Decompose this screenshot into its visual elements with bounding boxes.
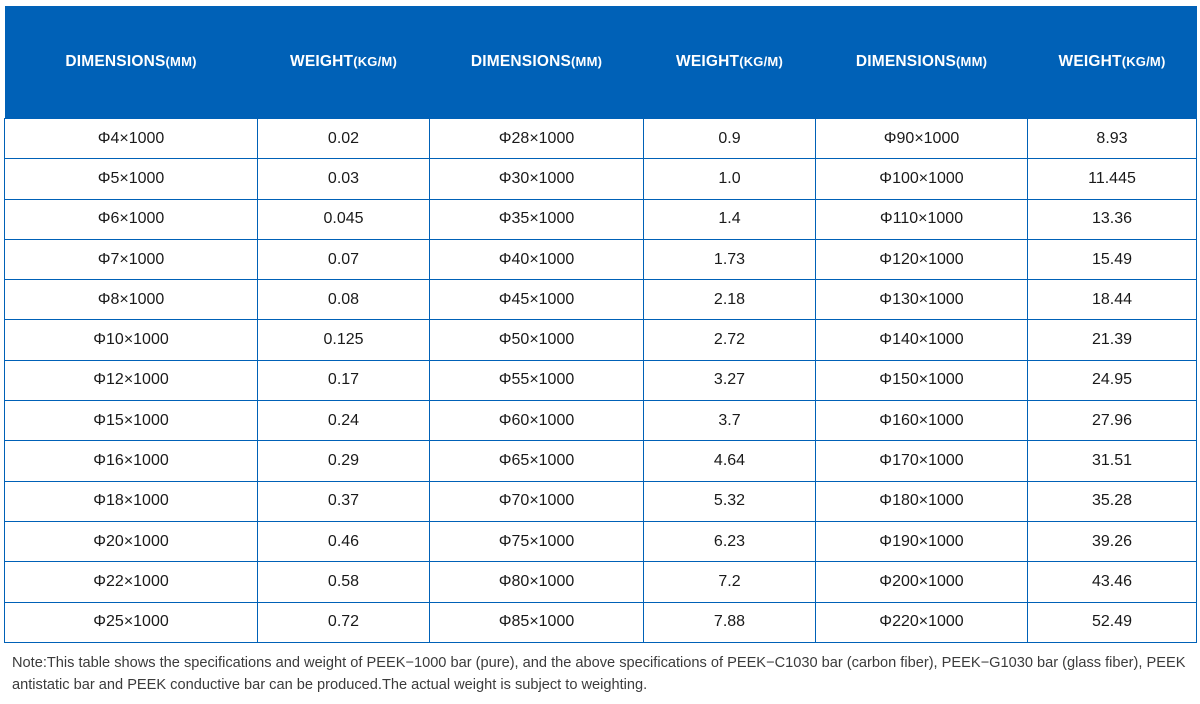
table-cell: 0.08	[258, 280, 430, 320]
table-cell: Φ4×1000	[5, 119, 258, 159]
table-row	[5, 401, 1197, 441]
table-row	[5, 562, 1197, 602]
column-header-unit: (MM)	[165, 54, 197, 69]
table-cell: 0.72	[258, 602, 430, 642]
table-cell: 7.88	[644, 602, 816, 642]
table-row	[5, 159, 1197, 199]
table-cell: 1.4	[644, 199, 816, 239]
table-row	[5, 602, 1197, 642]
table-cell: 21.39	[1028, 320, 1197, 360]
table-cell: Φ18×1000	[5, 481, 258, 521]
table-cell: 0.24	[258, 401, 430, 441]
table-cell: Φ80×1000	[430, 562, 644, 602]
table-cell: Φ100×1000	[816, 159, 1028, 199]
table-cell: 0.07	[258, 239, 430, 279]
table-cell: 43.46	[1028, 562, 1197, 602]
column-header-weight-2	[644, 6, 816, 119]
table-cell: 0.37	[258, 481, 430, 521]
table-cell: Φ170×1000	[816, 441, 1028, 481]
table-row	[5, 280, 1197, 320]
table-cell: 52.49	[1028, 602, 1197, 642]
table-cell: 2.72	[644, 320, 816, 360]
table-cell: 13.36	[1028, 199, 1197, 239]
table-body	[5, 119, 1197, 643]
table-note: Note:This table shows the specifications and weight of PEEK−1000 bar (pure), and the above specifications of PEEK−C1030 bar (carbon fiber), PEEK−G1030 bar (glass fiber), PEEK antistatic bar and PEEK conductive bar can be produced.The actual weight is subject to weighting.	[12, 654, 1186, 694]
table-cell: 5.32	[644, 481, 816, 521]
table-cell: 3.27	[644, 360, 816, 400]
column-header-dimensions-1	[5, 6, 258, 119]
table-row	[5, 119, 1197, 159]
column-header-dimensions-3	[816, 6, 1028, 119]
table-row	[5, 239, 1197, 279]
table-cell: 1.0	[644, 159, 816, 199]
table-cell: 24.95	[1028, 360, 1197, 400]
column-header-dimensions-2	[430, 6, 644, 119]
table-row	[5, 441, 1197, 481]
table-cell: Φ25×1000	[5, 602, 258, 642]
table-cell: Φ12×1000	[5, 360, 258, 400]
column-header-unit: (KG/M)	[739, 54, 783, 69]
table-cell: Φ160×1000	[816, 401, 1028, 441]
table-cell: Φ85×1000	[430, 602, 644, 642]
table-cell: 11.445	[1028, 159, 1197, 199]
column-header-unit: (KG/M)	[353, 54, 397, 69]
column-header-unit: (MM)	[571, 54, 603, 69]
column-header-label: DIMENSIONS	[65, 53, 166, 70]
table-cell: 8.93	[1028, 119, 1197, 159]
table-cell: Φ22×1000	[5, 562, 258, 602]
column-header-weight-1	[258, 6, 430, 119]
column-header-unit: (KG/M)	[1121, 54, 1166, 69]
table-cell: Φ130×1000	[816, 280, 1028, 320]
table-row	[5, 521, 1197, 561]
table-cell: 0.125	[258, 320, 430, 360]
table-cell: 0.29	[258, 441, 430, 481]
table-cell: Φ90×1000	[816, 119, 1028, 159]
table-cell: 1.73	[644, 239, 816, 279]
table-row	[5, 360, 1197, 400]
table-header-row	[5, 6, 1197, 119]
table-cell: 6.23	[644, 521, 816, 561]
table-cell: 3.7	[644, 401, 816, 441]
table-cell: Φ140×1000	[816, 320, 1028, 360]
table-row	[5, 481, 1197, 521]
table-cell: Φ20×1000	[5, 521, 258, 561]
table-cell: Φ70×1000	[430, 481, 644, 521]
table-header	[5, 6, 1197, 119]
table-row	[5, 320, 1197, 360]
table-cell: 7.2	[644, 562, 816, 602]
table-cell: 18.44	[1028, 280, 1197, 320]
table-cell: 0.02	[258, 119, 430, 159]
table-cell: 0.17	[258, 360, 430, 400]
column-header-label: WEIGHT	[289, 53, 354, 70]
table-cell: 27.96	[1028, 401, 1197, 441]
table-cell: 2.18	[644, 280, 816, 320]
table-cell: Φ110×1000	[816, 199, 1028, 239]
table-cell: Φ10×1000	[5, 320, 258, 360]
table-cell: Φ15×1000	[5, 401, 258, 441]
table-cell: Φ65×1000	[430, 441, 644, 481]
table-cell: Φ55×1000	[430, 360, 644, 400]
table-cell: 31.51	[1028, 441, 1197, 481]
table-cell: Φ6×1000	[5, 199, 258, 239]
table-cell: Φ35×1000	[430, 199, 644, 239]
table-cell: 15.49	[1028, 239, 1197, 279]
column-header-label: DIMENSIONS	[470, 53, 572, 70]
table-cell: 0.9	[644, 119, 816, 159]
table-cell: 39.26	[1028, 521, 1197, 561]
table-cell: Φ40×1000	[430, 239, 644, 279]
column-header-label: WEIGHT	[675, 53, 740, 70]
table-cell: Φ7×1000	[5, 239, 258, 279]
table-cell: Φ5×1000	[5, 159, 258, 199]
table-cell: Φ220×1000	[816, 602, 1028, 642]
table-cell: Φ75×1000	[430, 521, 644, 561]
table-cell: Φ8×1000	[5, 280, 258, 320]
table-cell: Φ45×1000	[430, 280, 644, 320]
table-cell: 0.58	[258, 562, 430, 602]
table-cell: Φ50×1000	[430, 320, 644, 360]
table-cell: Φ28×1000	[430, 119, 644, 159]
table-cell: Φ120×1000	[816, 239, 1028, 279]
table-cell: Φ150×1000	[816, 360, 1028, 400]
column-header-weight-3	[1028, 6, 1197, 119]
column-header-unit: (MM)	[956, 54, 988, 69]
table-cell: 0.46	[258, 521, 430, 561]
table-cell: 4.64	[644, 441, 816, 481]
table-cell: 0.045	[258, 199, 430, 239]
table-row	[5, 199, 1197, 239]
table-cell: Φ60×1000	[430, 401, 644, 441]
table-cell: Φ180×1000	[816, 481, 1028, 521]
table-cell: Φ16×1000	[5, 441, 258, 481]
column-header-label: WEIGHT	[1058, 53, 1122, 70]
table-cell: Φ200×1000	[816, 562, 1028, 602]
table-cell: Φ190×1000	[816, 521, 1028, 561]
table-cell: Φ30×1000	[430, 159, 644, 199]
table-cell: 0.03	[258, 159, 430, 199]
specifications-table	[4, 6, 1197, 643]
column-header-label: DIMENSIONS	[855, 53, 957, 70]
table-cell: 35.28	[1028, 481, 1197, 521]
